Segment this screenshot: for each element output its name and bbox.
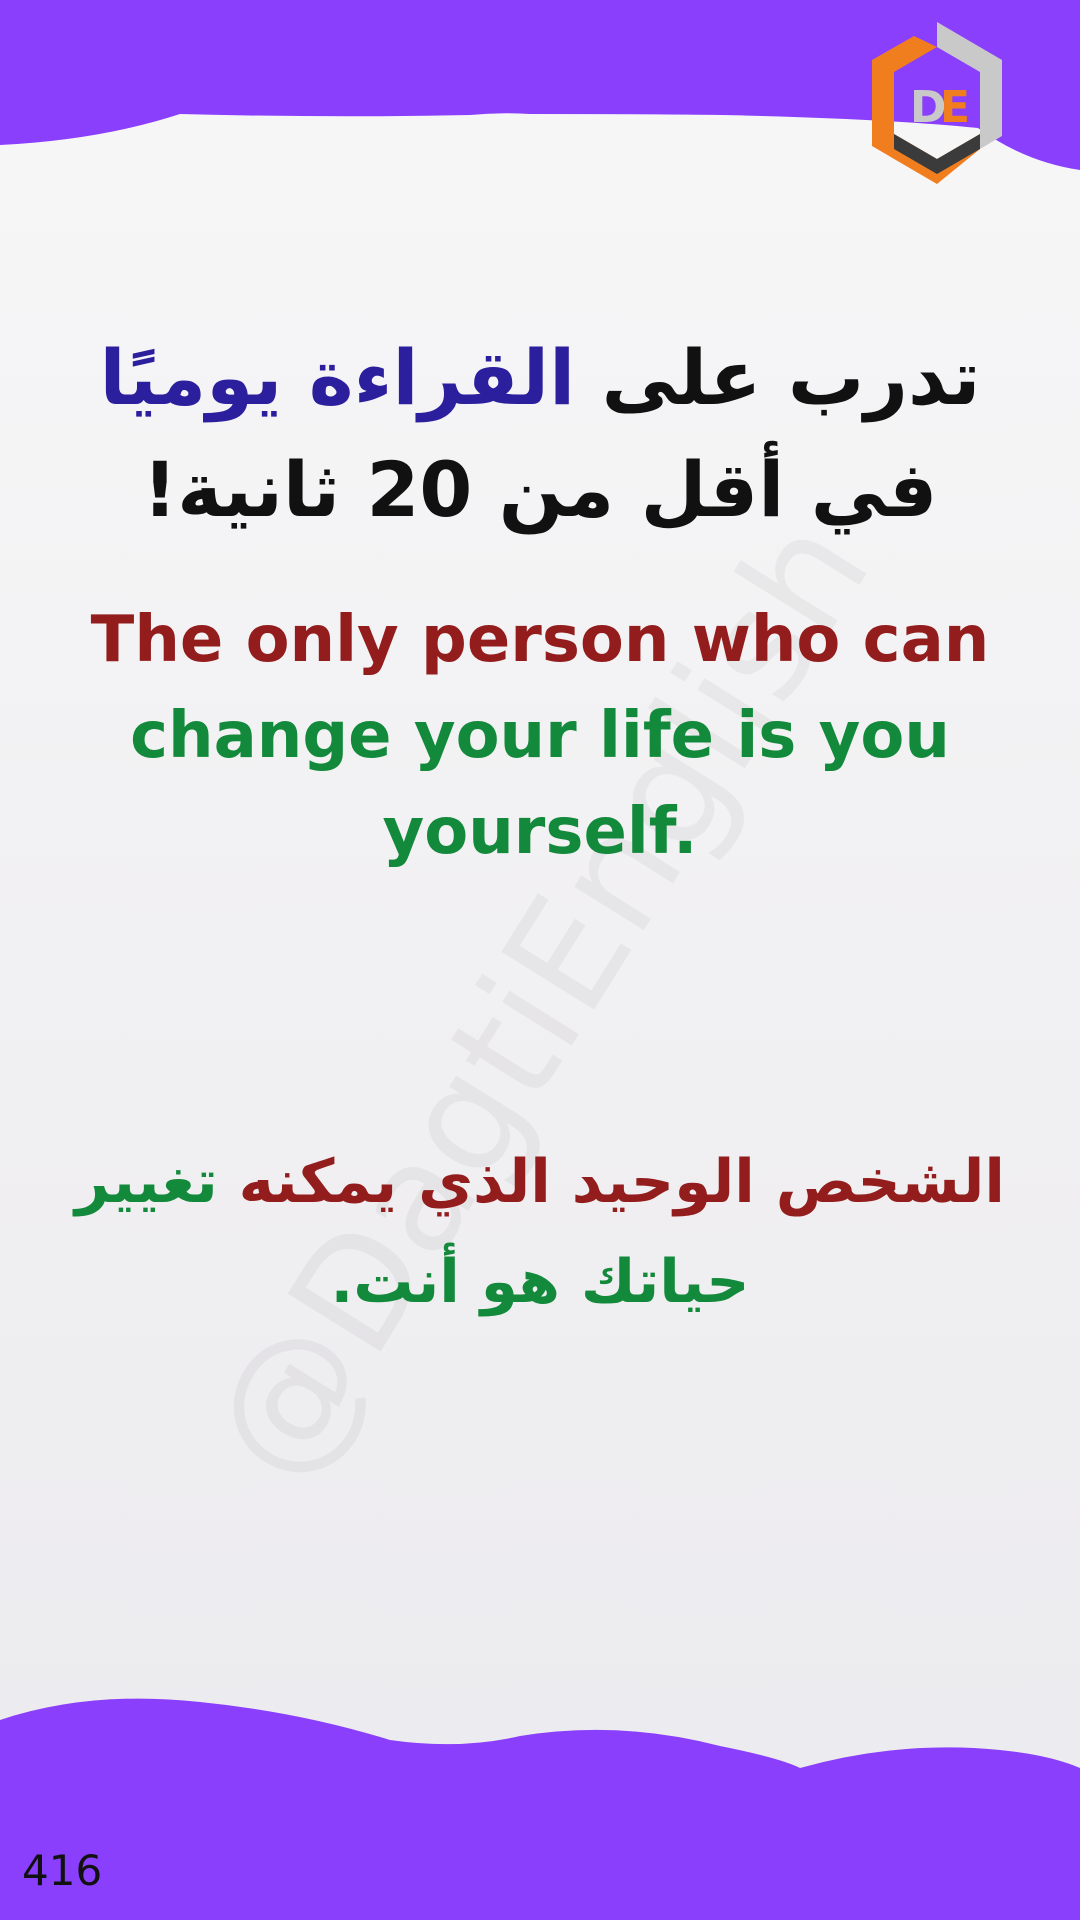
quote-arabic-red: الشخص الوحيد الذي يمكنه bbox=[217, 1147, 1005, 1217]
page-number: 416 bbox=[22, 1846, 103, 1895]
page-heading bbox=[40, 322, 1040, 546]
quote-arabic bbox=[30, 1132, 1050, 1332]
bottom-wave-banner bbox=[0, 1690, 1080, 1920]
brand-logo bbox=[862, 18, 1012, 188]
heading-part-2: في أقل من 20 ثانية! bbox=[142, 445, 938, 534]
quote-arabic-green: تغيير حياتك هو أنت. bbox=[75, 1147, 750, 1317]
heading-part-1: تدرب على bbox=[575, 333, 981, 422]
logo-letter-e: E bbox=[940, 82, 971, 133]
heading-highlight: القراءة يوميًا bbox=[99, 333, 576, 422]
bottom-wave-shape bbox=[0, 1699, 1080, 1920]
quote-english-green: change your life is you yourself. bbox=[130, 699, 950, 869]
quote-english-red: The only person who can bbox=[90, 603, 990, 677]
quote-english bbox=[40, 592, 1040, 880]
logo-letter-d: D bbox=[910, 82, 947, 133]
logo-hexagon-dark-edge bbox=[894, 134, 980, 174]
